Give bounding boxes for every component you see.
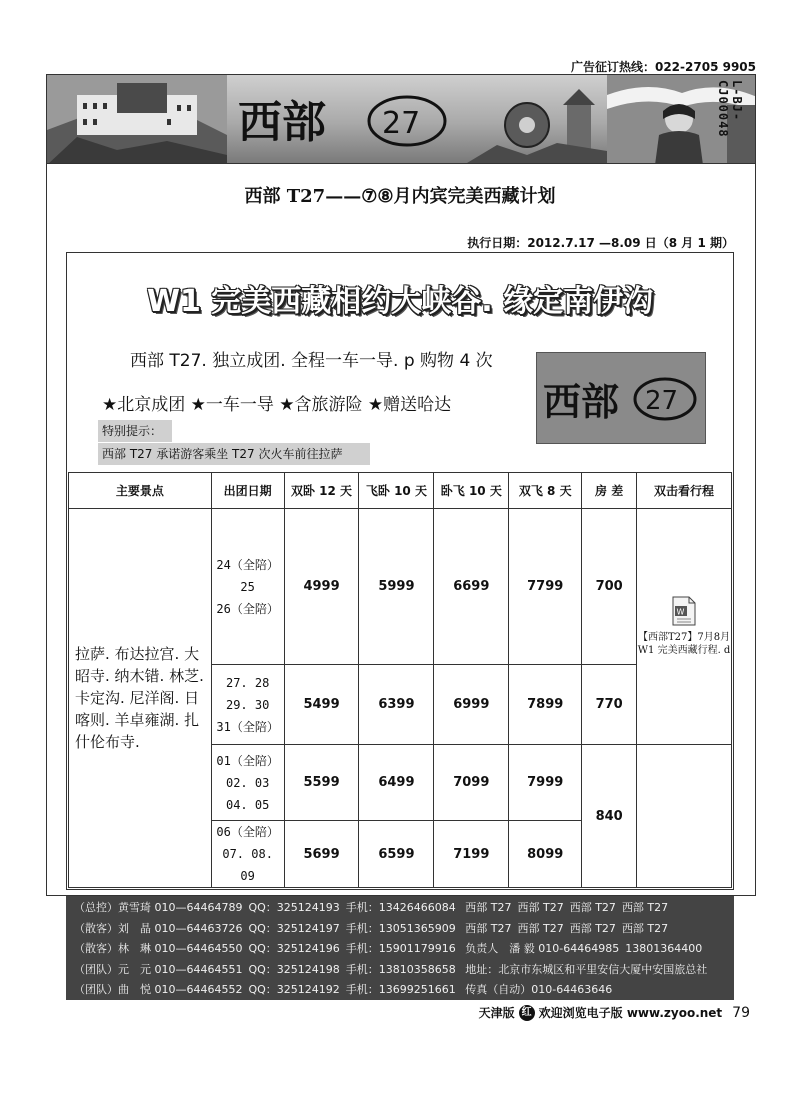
contact-list: [66, 896, 734, 1000]
edition-label: 天津版: [478, 1006, 515, 1020]
price-cell: 4999: [284, 509, 359, 665]
departure-dates: 24（全陪） 25 26（全陪）: [211, 509, 284, 665]
departure-dates: 06（全陪） 07. 08. 09: [211, 821, 284, 888]
notice-text: 西部 T27 承诺游客乘坐 T27 次火车前往拉萨: [98, 443, 370, 465]
word-file-icon[interactable]: [671, 596, 697, 626]
price-cell: 6499: [359, 745, 434, 821]
table-header-row: [69, 473, 732, 509]
price-cell: 5699: [284, 821, 359, 888]
execution-date: 执行日期：2012.7.17 —8.09 日（8 月 1 期）: [467, 236, 734, 250]
xibu-logo-small: [537, 353, 707, 445]
room-diff-cell: 770: [582, 665, 637, 745]
itinerary-file-label[interactable]: W1 完美西藏行程. d: [637, 645, 731, 656]
col-header: 双击看行程: [637, 473, 732, 509]
tour-subtitle: 西部 T27. 独立成团. 全程一车一导. p 购物 4 次: [130, 351, 493, 371]
side-code: L-BJ-CJ00048: [716, 80, 744, 138]
notice-label: 特别提示：: [98, 420, 172, 442]
price-cell: 7099: [434, 745, 509, 821]
tour-highlights: ★北京成团 ★一车一导 ★含旅游险 ★赠送哈达: [102, 395, 452, 415]
col-header: 出团日期: [211, 473, 284, 509]
itinerary-file[interactable]: [637, 509, 732, 745]
header-banner: [46, 74, 756, 164]
itinerary-file-label[interactable]: 【西部T27】7月8月: [637, 632, 731, 643]
price-cell: 6699: [434, 509, 509, 665]
empty-cell: [637, 745, 732, 888]
logo-number: 27: [382, 106, 421, 141]
price-cell: 5599: [284, 745, 359, 821]
main-attractions: 拉萨. 布达拉宫. 大昭寺. 纳木错. 林芝. 卡定沟. 尼洋阁. 日喀则. 羊卓雍湖. 扎什伦布寺.: [69, 509, 212, 888]
hong-badge-icon: 红: [519, 1005, 535, 1021]
logo-small-number: 27: [645, 386, 679, 416]
price-cell: 8099: [509, 821, 582, 888]
fare-table: [68, 472, 732, 888]
col-header: 卧飞 10 天: [434, 473, 509, 509]
potala-palace-image: [47, 75, 227, 164]
contact-row: （散客）林 琳 010—64464550 QQ：325124196 手机：15901179916 负责人 潘 毅 010-64464985 13801364400: [74, 942, 703, 955]
room-diff-cell: 840: [582, 745, 637, 888]
page-number: 79: [732, 1004, 750, 1021]
contact-row: （总控）黄雪琦 010—64464789 QQ：325124193 手机：13426466084 西部 T27 西部 T27 西部 T27 西部 T27: [74, 901, 669, 914]
col-header: 双卧 12 天: [284, 473, 359, 509]
tour-title: W1 完美西藏相约大峡谷. 缘定南伊沟: [146, 284, 654, 319]
price-cell: 7199: [434, 821, 509, 888]
table-row: [69, 509, 732, 665]
price-cell: 5499: [284, 665, 359, 745]
xibu-logo: [232, 89, 462, 153]
page-footer: [479, 1004, 750, 1021]
ad-hotline: 广告征订热线：022-2705 9905: [570, 60, 756, 74]
price-cell: 7899: [509, 665, 582, 745]
logo-text: 西部: [238, 97, 326, 148]
col-header: 飞卧 10 天: [359, 473, 434, 509]
price-cell: 7799: [509, 509, 582, 665]
room-diff-cell: 700: [582, 509, 637, 665]
svg-text:W: W: [676, 607, 685, 617]
price-cell: 5999: [359, 509, 434, 665]
price-cell: 6399: [359, 665, 434, 745]
contact-row: （团队）曲 悦 010—64464552 QQ：325124192 手机：13699251661 传真（自动）010-64463646: [74, 983, 613, 996]
price-cell: 6999: [434, 665, 509, 745]
contact-row: （散客）刘 晶 010—64463726 QQ：325124197 手机：13051365909 西部 T27 西部 T27 西部 T27 西部 T27: [74, 921, 669, 935]
price-cell: 6599: [359, 821, 434, 888]
departure-dates: 01（全陪） 02. 03 04. 05: [211, 745, 284, 821]
col-header: 主要景点: [69, 473, 212, 509]
col-header: 双飞 8 天: [509, 473, 582, 509]
col-header: 房 差: [582, 473, 637, 509]
price-cell: 7999: [509, 745, 582, 821]
departure-dates: 27. 28 29. 30 31（全陪）: [211, 665, 284, 745]
main-title: 西部 T27——⑦⑧月内宾完美西藏计划: [244, 186, 556, 207]
logo-box: [536, 352, 706, 444]
contact-row: （团队）元 元 010—64464551 QQ：325124198 手机：13810358658 地址：北京市东城区和平里安信大厦中安国旅总社: [74, 962, 708, 976]
logo-small-text: 西部: [543, 379, 620, 424]
footer-text[interactable]: 欢迎浏览电子版 www.zyoo.net: [538, 1006, 723, 1020]
